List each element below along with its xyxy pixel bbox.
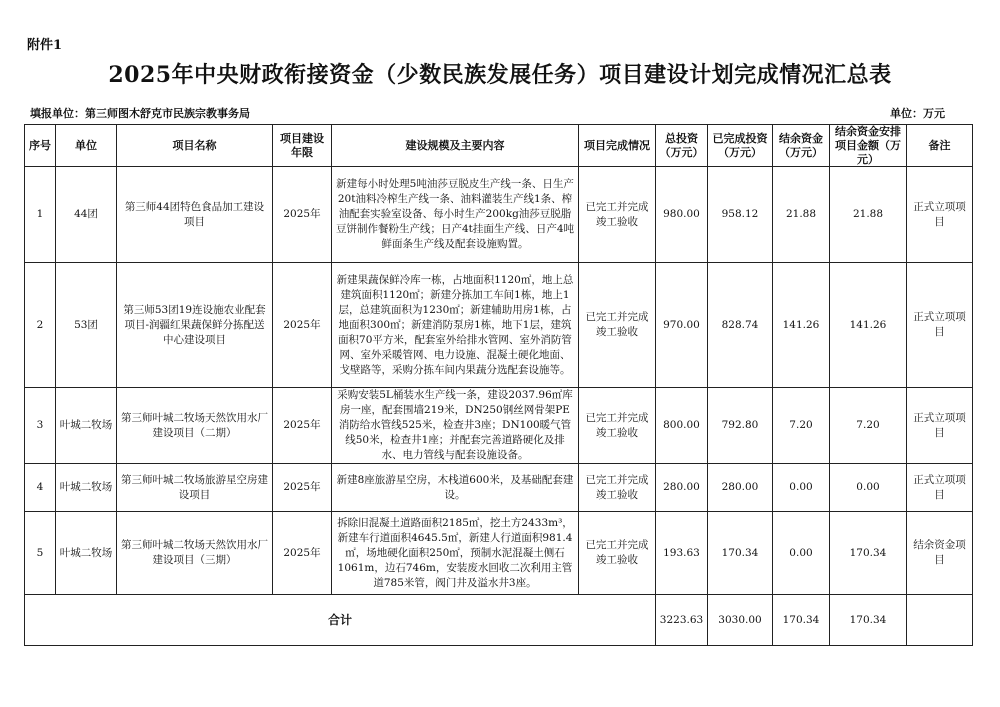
cell-no: 2 <box>25 263 56 388</box>
header-row <box>25 125 973 167</box>
cell-no: 3 <box>25 388 56 464</box>
cell-remark: 结余资金项目 <box>907 512 973 595</box>
cell-no: 5 <box>25 512 56 595</box>
col-header-balance: 结余资金（万元） <box>773 125 830 167</box>
cell-unit: 44团 <box>56 167 117 263</box>
cell-balance: 141.26 <box>773 263 830 388</box>
cell-done: 170.34 <box>708 512 773 595</box>
cell-scope: 新建每小时处理5吨油莎豆脱皮生产线一条、日生产20t油料冷榨生产线一条、油料灌装生产线1条、榨油配套实验室设备、每小时生产200kg油莎豆脱脂豆饼制作餐粉生产线；日产4t挂面生产线、日产4吨鲜面条生产线及配套设施购置。 <box>332 167 579 263</box>
filler-unit: 填报单位：第三师图木舒克市民族宗教事务局 <box>30 107 250 120</box>
cell-year: 2025年 <box>273 464 332 512</box>
cell-total: 980.00 <box>656 167 708 263</box>
cell-total: 193.63 <box>656 512 708 595</box>
col-header-year: 项目建设年限 <box>273 125 332 167</box>
cell-name: 第三师叶城二牧场天然饮用水厂建设项目（二期） <box>117 388 273 464</box>
cell-balance: 0.00 <box>773 464 830 512</box>
totals-remark <box>907 595 973 646</box>
cell-no: 4 <box>25 464 56 512</box>
totals-balance-arranged: 170.34 <box>830 595 907 646</box>
cell-remark: 正式立项项目 <box>907 263 973 388</box>
page-title: 2025年中央财政衔接资金（少数民族发展任务）项目建设计划完成情况汇总表 <box>108 62 892 88</box>
cell-unit: 53团 <box>56 263 117 388</box>
table-row <box>25 464 973 512</box>
cell-year: 2025年 <box>273 263 332 388</box>
cell-scope: 新建果蔬保鲜冷库一栋，占地面积1120㎡，地上总建筑面积1120㎡；新建分拣加工车间1栋，地上1层，总建筑面积为1230㎡；新建辅助用房1栋，占地面积300㎡；新建消防泵房1栋，地下1层，建筑面积70平方米，配套室外给排水管网、室外消防管网、室外采暖管网、电力设施、混凝土硬化地面、戈壁路等，采购分拣车间内果蔬分选配套设施等。 <box>332 263 579 388</box>
cell-total: 800.00 <box>656 388 708 464</box>
currency-unit: 单位：万元 <box>890 107 945 120</box>
col-header-balance-arranged: 结余资金安排项目金额（万元） <box>830 125 907 167</box>
col-header-name: 项目名称 <box>117 125 273 167</box>
col-header-done: 已完成投资（万元） <box>708 125 773 167</box>
summary-table <box>24 124 973 646</box>
cell-no: 1 <box>25 167 56 263</box>
cell-scope: 新建8座旅游星空房，木栈道600米，及基础配套建设。 <box>332 464 579 512</box>
col-header-remark: 备注 <box>907 125 973 167</box>
cell-year: 2025年 <box>273 512 332 595</box>
col-header-unit: 单位 <box>56 125 117 167</box>
totals-balance: 170.34 <box>773 595 830 646</box>
cell-done: 280.00 <box>708 464 773 512</box>
cell-balance-arranged: 141.26 <box>830 263 907 388</box>
cell-scope: 拆除旧混凝土道路面积2185㎡，挖土方2433m³，新建车行道面积4645.5㎡，新建人行道面积981.4㎡，场地硬化面积250㎡，预制水泥混凝土侧石1061m，边石746m，安装废水回收二次利用主管道785米管，阀门井及溢水井3座。 <box>332 512 579 595</box>
cell-total: 970.00 <box>656 263 708 388</box>
totals-label: 合计 <box>25 595 656 646</box>
cell-balance-arranged: 7.20 <box>830 388 907 464</box>
cell-name: 第三师叶城二牧场天然饮用水厂建设项目（三期） <box>117 512 273 595</box>
cell-name: 第三师53团19连设施农业配套项目-润疆红果蔬保鲜分拣配送中心建设项目 <box>117 263 273 388</box>
totals-total: 3223.63 <box>656 595 708 646</box>
col-header-no: 序号 <box>25 125 56 167</box>
cell-balance-arranged: 170.34 <box>830 512 907 595</box>
cell-unit: 叶城二牧场 <box>56 512 117 595</box>
cell-remark: 正式立项项目 <box>907 167 973 263</box>
cell-unit: 叶城二牧场 <box>56 464 117 512</box>
cell-status: 已完工并完成竣工验收 <box>579 263 656 388</box>
cell-balance: 21.88 <box>773 167 830 263</box>
cell-balance-arranged: 0.00 <box>830 464 907 512</box>
cell-status: 已完工并完成竣工验收 <box>579 388 656 464</box>
cell-status: 已完工并完成竣工验收 <box>579 464 656 512</box>
cell-done: 828.74 <box>708 263 773 388</box>
cell-balance-arranged: 21.88 <box>830 167 907 263</box>
cell-balance: 0.00 <box>773 512 830 595</box>
cell-status: 已完工并完成竣工验收 <box>579 512 656 595</box>
cell-done: 958.12 <box>708 167 773 263</box>
cell-name: 第三师叶城二牧场旅游星空房建设项目 <box>117 464 273 512</box>
cell-year: 2025年 <box>273 388 332 464</box>
cell-remark: 正式立项项目 <box>907 464 973 512</box>
col-header-status: 项目完成情况 <box>579 125 656 167</box>
cell-scope: 采购安装5L桶装水生产线一条，建设2037.96㎡库房一座，配套围墙219米，DN250钢丝网骨架PE消防给水管线525米，检查井3座；DN100暖气管线50米，检查井1座；并配套完善道路硬化及排水、电力管线与配套设施设备。 <box>332 388 579 464</box>
table-row <box>25 263 973 388</box>
table-row <box>25 167 973 263</box>
cell-unit: 叶城二牧场 <box>56 388 117 464</box>
cell-status: 已完工并完成竣工验收 <box>579 167 656 263</box>
col-header-scope: 建设规模及主要内容 <box>332 125 579 167</box>
totals-row <box>25 595 973 646</box>
cell-total: 280.00 <box>656 464 708 512</box>
cell-name: 第三师44团特色食品加工建设项目 <box>117 167 273 263</box>
col-header-total: 总投资（万元） <box>656 125 708 167</box>
cell-done: 792.80 <box>708 388 773 464</box>
table-row <box>25 512 973 595</box>
table-row <box>25 388 973 464</box>
cell-balance: 7.20 <box>773 388 830 464</box>
attachment-label: 附件1 <box>27 38 63 53</box>
cell-remark: 正式立项项目 <box>907 388 973 464</box>
totals-done: 3030.00 <box>708 595 773 646</box>
cell-year: 2025年 <box>273 167 332 263</box>
